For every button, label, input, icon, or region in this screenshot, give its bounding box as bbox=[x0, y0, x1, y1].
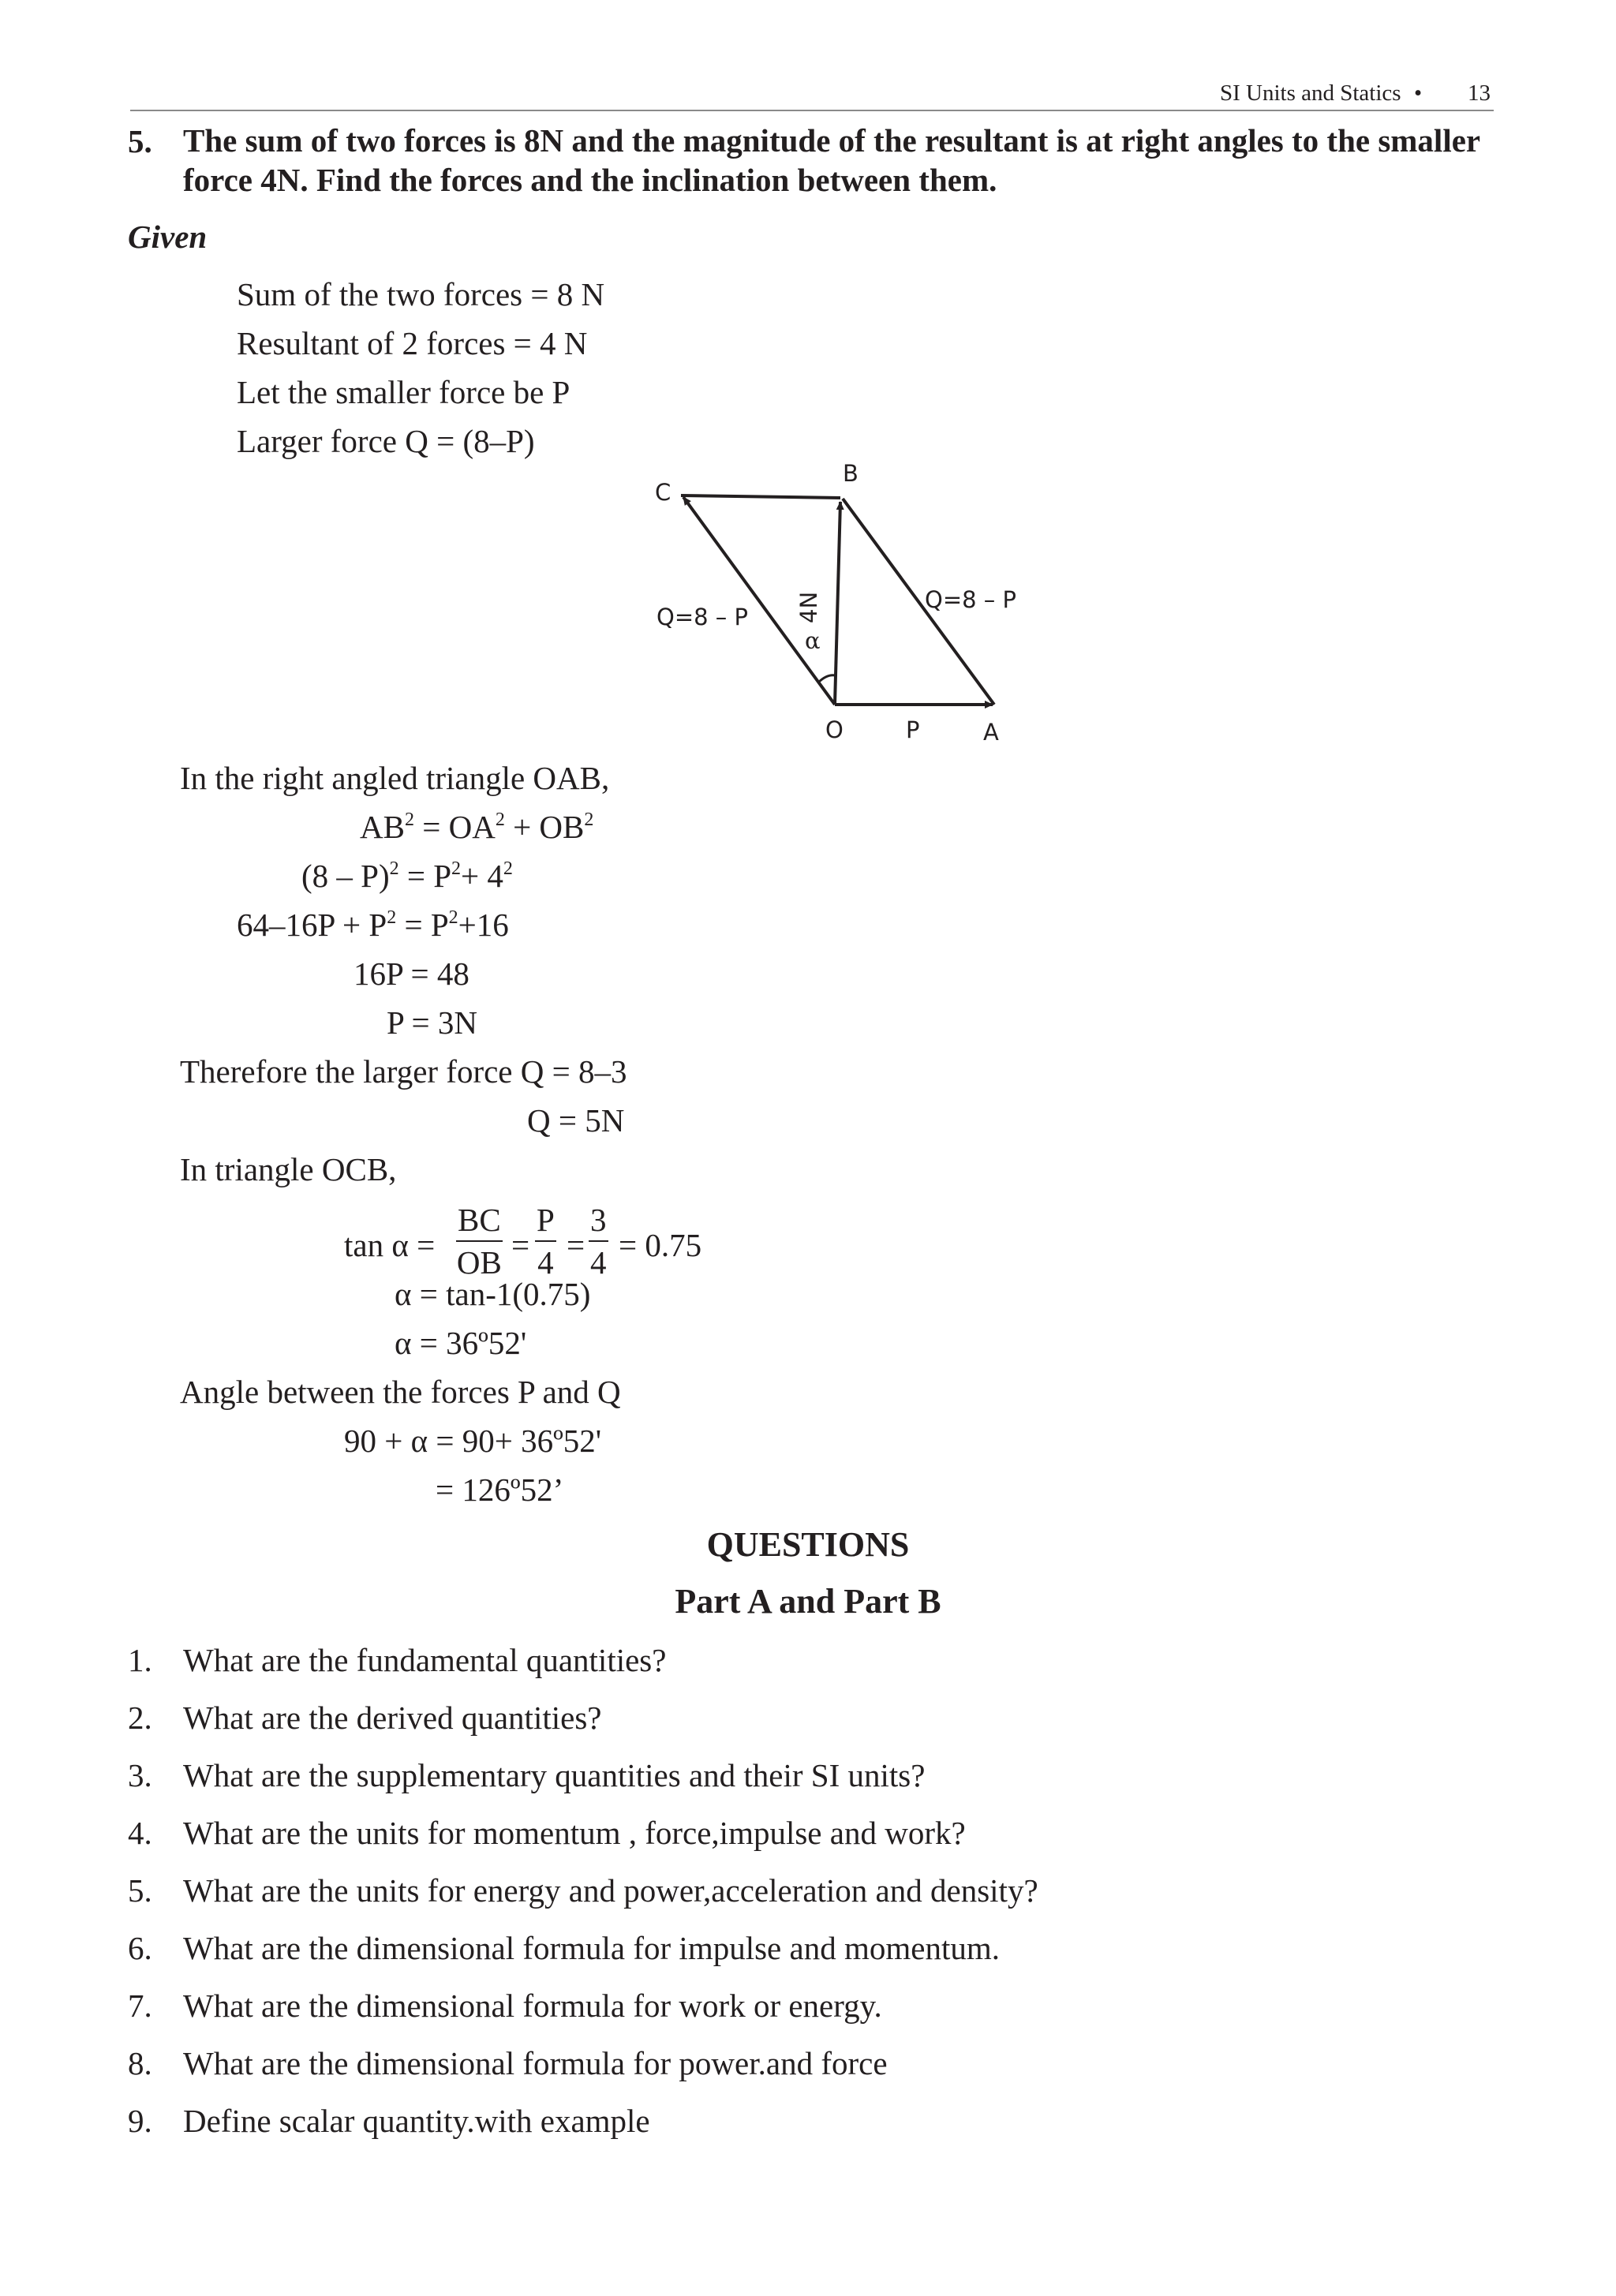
angle-result: = 126º52’ bbox=[436, 1471, 564, 1508]
running-title: SI Units and Statics bbox=[1220, 80, 1401, 106]
question-text: What are the units for momentum , force,impulse and work? bbox=[183, 1815, 966, 1851]
label-q-left: Q=8 – P bbox=[656, 604, 748, 630]
q-value-line: Q = 5N bbox=[527, 1102, 625, 1139]
fraction-p-4: $\frac{P}{4}$ bbox=[537, 1202, 555, 1281]
equation-4: 16P = 48 bbox=[354, 955, 469, 992]
question-text: What are the fundamental quantities? bbox=[183, 1642, 667, 1678]
equation-2: $(8 - P)^2 = P^2+ 4^2$ bbox=[301, 858, 513, 894]
question-number: 4. bbox=[128, 1815, 152, 1851]
question-number: 2. bbox=[128, 1700, 152, 1736]
question-number: 9. bbox=[128, 2103, 152, 2139]
point-b-label: B bbox=[843, 460, 858, 487]
side-cb bbox=[681, 495, 840, 498]
alpha-arc bbox=[818, 675, 836, 682]
question-text: Define scalar quantity.with example bbox=[183, 2103, 650, 2139]
question-text: What are the derived quantities? bbox=[183, 1700, 602, 1736]
point-o-label: O bbox=[825, 716, 844, 743]
point-a-label: A bbox=[983, 719, 999, 746]
problem-line-2: force 4N. Find the forces and the inclination between them. bbox=[183, 162, 997, 198]
point-c-label: C bbox=[655, 479, 671, 506]
problem-line-1: The sum of two forces is 8N and the magnitude of the resultant is at right angles to the smaller bbox=[183, 122, 1481, 159]
question-number: 5. bbox=[128, 1872, 152, 1909]
equation-5: P = 3N bbox=[387, 1004, 478, 1041]
page-number: 13 bbox=[1468, 80, 1491, 106]
question-number: 3. bbox=[128, 1757, 152, 1793]
question-number: 8. bbox=[128, 2045, 152, 2081]
label-4n: 4N bbox=[795, 591, 822, 623]
given-line-2: Resultant of 2 forces = 4 N bbox=[237, 325, 588, 361]
header-rule bbox=[130, 110, 1494, 111]
fraction-3-4: $\frac{3}{4}$ bbox=[590, 1202, 607, 1281]
triangle-ocb-line: In triangle OCB, bbox=[180, 1151, 397, 1187]
question-number: 7. bbox=[128, 1987, 152, 2024]
given-line-1: Sum of the two forces = 8 N bbox=[237, 276, 605, 312]
larger-force-line: Therefore the larger force Q = 8–3 bbox=[180, 1053, 627, 1090]
solution-intro: In the right angled triangle OAB, bbox=[180, 760, 610, 796]
equals-2: = bbox=[567, 1227, 585, 1263]
alpha-line-1: α = tan-1(0.75) bbox=[395, 1276, 591, 1312]
force-diagram bbox=[631, 458, 1057, 750]
question-text: What are the dimensional formula for impulse and momentum. bbox=[183, 1930, 1000, 1966]
equation-1: $AB^2 = OA^2 + OB^2$ bbox=[360, 809, 594, 845]
equation-3: $64-16P + P^2 = P^2+16$ bbox=[237, 907, 509, 943]
question-text: What are the dimensional formula for power.and force bbox=[183, 2045, 888, 2081]
question-text: What are the supplementary quantities and their SI units? bbox=[183, 1757, 926, 1793]
label-p: P bbox=[906, 716, 920, 743]
vector-4n bbox=[835, 502, 840, 705]
question-number: 6. bbox=[128, 1930, 152, 1966]
tan-lhs: tan α = bbox=[344, 1227, 436, 1263]
question-text: What are the units for energy and power,acceleration and density? bbox=[183, 1872, 1038, 1909]
questions-heading: QUESTIONS bbox=[706, 1525, 910, 1564]
given-line-3: Let the smaller force be P bbox=[237, 374, 570, 410]
question-number: 1. bbox=[128, 1642, 152, 1678]
question-text: What are the dimensional formula for work or energy. bbox=[183, 1987, 882, 2024]
angle-equation: 90 + α = 90+ 36º52' bbox=[344, 1423, 602, 1459]
tan-result: = 0.75 bbox=[619, 1227, 702, 1263]
label-alpha: α bbox=[805, 627, 821, 654]
given-label: Given bbox=[128, 219, 208, 255]
equals-1: = bbox=[511, 1227, 530, 1263]
problem-number: 5. bbox=[128, 123, 152, 159]
header-bullet: • bbox=[1414, 80, 1423, 106]
fraction-bc-ob: $\frac{BC}{OB}$ bbox=[456, 1202, 502, 1281]
angle-between-line: Angle between the forces P and Q bbox=[180, 1374, 621, 1410]
questions-subheading: Part A and Part B bbox=[675, 1582, 941, 1621]
label-q-right: Q=8 – P bbox=[925, 586, 1016, 613]
alpha-line-2: α = 36º52' bbox=[395, 1325, 527, 1361]
given-line-4: Larger force Q = (8–P) bbox=[237, 423, 535, 459]
